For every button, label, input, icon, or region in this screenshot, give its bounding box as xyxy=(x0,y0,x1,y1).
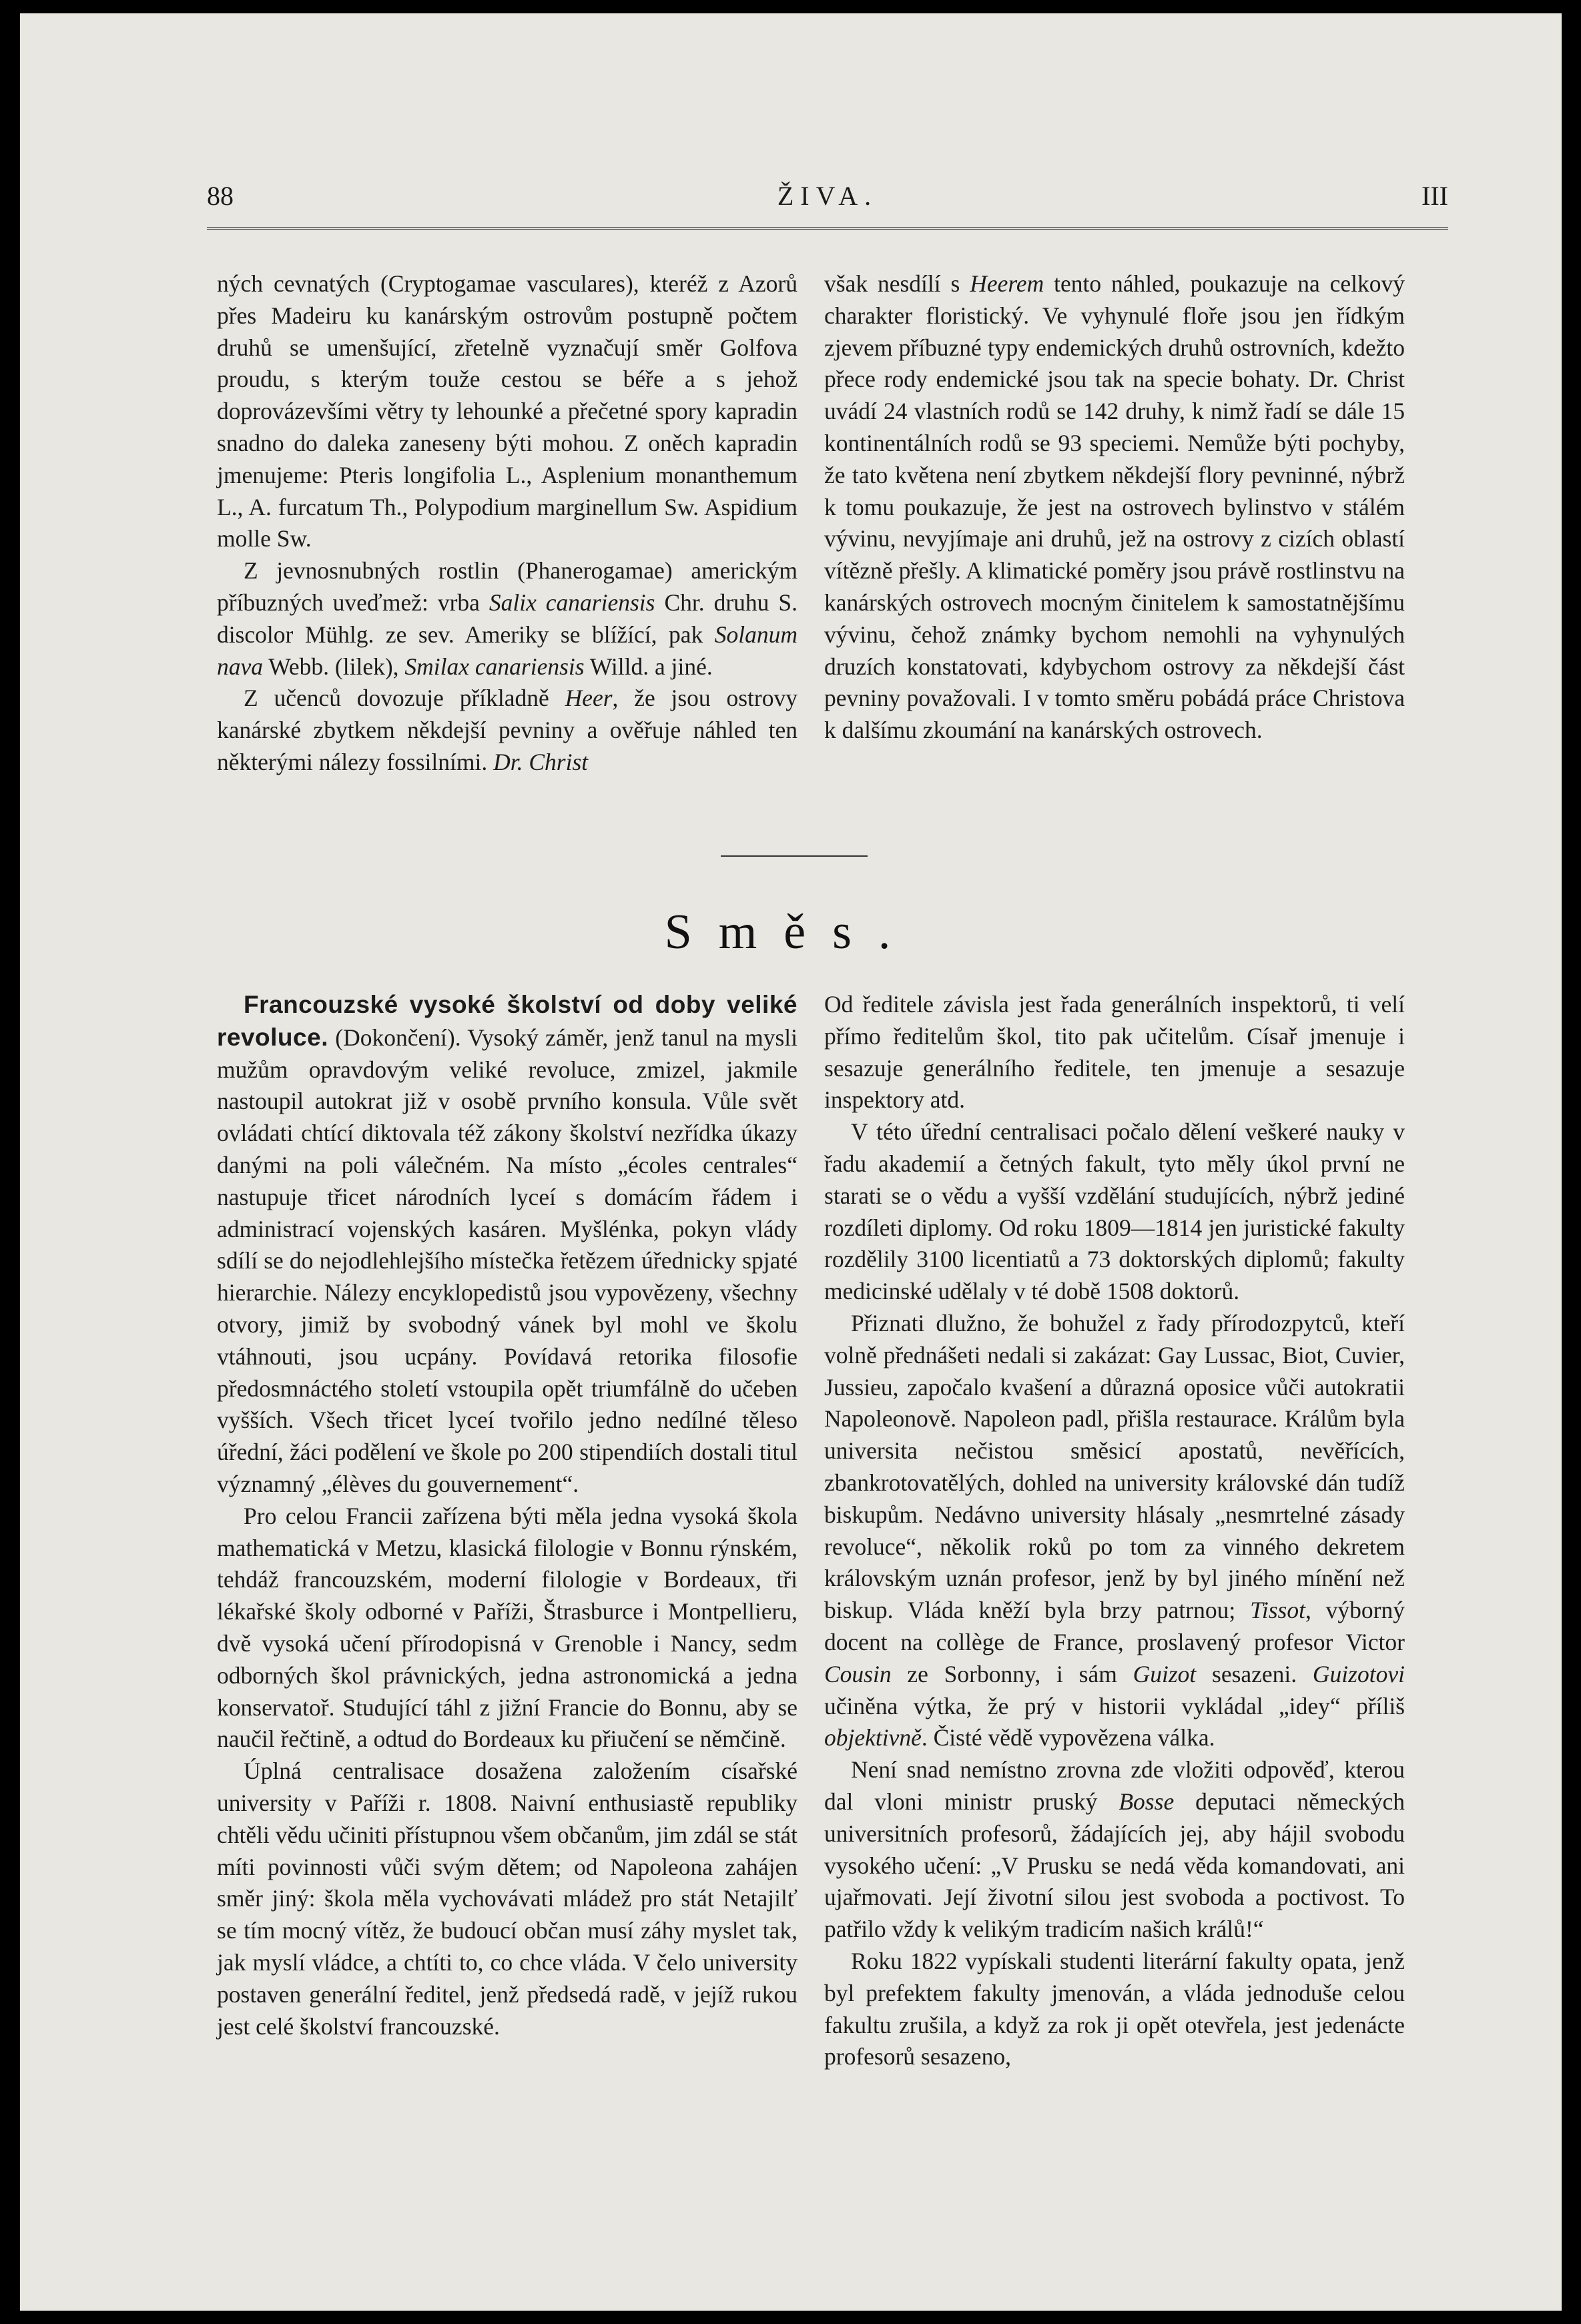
section-title: Směs. xyxy=(664,905,918,959)
page-header xyxy=(207,180,1448,220)
paragraph xyxy=(824,1754,1405,1946)
text-run: (Dokončení). Vysoký záměr, jenž tanul na mysli mužům opravdovým veliké revoluce, zmizel, jakmile nastoupil autokrat již v osobě prvního konsula. Vůle svět ovládati chtící diktovala též zákony školství nezřídka úkazy danými na poli válečném. Na místo „écoles centrales“ nastupuje třicet národních lyceí s domácím řádem i administrací vojenských kasáren. Myšlénka, pokyn vlády sdílí se do nejodlehlejšího místečka řetězem úřednicky spjaté hierarchie. Nálezy encyklopedistů jsou vypovězeny, všechny otvory, jimiž by svobodný vánek byl mohl ve školu vtáhnouti, jsou ucpány. Povídavá retorika filosofie předosmnáctého století vstoupila opět triumfálně do učeben vyšších. Všech třicet lyceí tvořilo jedno nedílné těleso úřední, žáci podělení ve škole po 200 stipendiích dostali titul významný „élèves du gouvernement“. xyxy=(217,1024,798,1497)
text-run-italic: Smilax canariensis xyxy=(404,653,585,680)
text-run-italic: Heerem xyxy=(970,270,1044,297)
text-run: Webb. (lilek), xyxy=(263,653,405,680)
paragraph: Úplná centralisace dosažena založením císařské university v Paříži r. 1808. Naivní enthusiastě republiky chtěli vědu učiniti přístupnou všem občanům, jim zdál se stát míti povinnosti vůči svým dětem; od Napoleona zahájen směr jiný: škola měla vychovávati mládež pro stát Netajilť se tím mocný vítěz, že budoucí občan musí záhy myslet tak, jak myslí vládce, a chtíti to, co chce vláda. V čelo university postaven generální ředitel, jenž předsedá radě, v jejíž rukou jest celé školství francouzské. xyxy=(217,1758,798,2040)
text-run-italic: Tissot xyxy=(1250,1597,1305,1624)
text-run-italic: Dr. Christ xyxy=(493,748,589,775)
text-run: Není snad nemístno zrovna zde vložiti odpověď, kterou dal vloni ministr pruský xyxy=(824,1756,1405,1815)
text-run-italic: Cousin xyxy=(824,1660,892,1687)
header-rule xyxy=(207,227,1448,230)
text-run: . Čisté vědě vypovězena válka. xyxy=(921,1724,1215,1752)
paragraph: ných cevnatých (Cryptogamae vasculares), kteréž z Azorů přes Madeiru ku kanárským ostrovům postupně počtem druhů se umenšující, zřetelně vyznačují směr Golfova proudu, s kterým touže cestou se béře a s jehož doprovázevšími větry ty lehounké a přečetné spory kapradin snadno do daleka zaneseny býti mohou. Z oněch kapradin jmenujeme: Pteris longifolia L., Asplenium monanthemum L., A. furcatum Th., Polypodium marginellum Sw. Aspidium molle Sw. xyxy=(217,270,798,552)
text-run: učiněna výtka, že prý v historii vykládal „idey“ příliš xyxy=(824,1692,1405,1719)
text-run-italic: Salix canariensis xyxy=(489,589,655,616)
column-bottom-left xyxy=(217,989,798,2042)
text-run-italic: Guizotovi xyxy=(1312,1660,1405,1687)
paragraph: V této úřední centralisaci počalo dělení veškeré nauky v řadu akademií a četných fakult, tyto měly úkol první ne starati se o vědu a vyšší vzdělání studujících, nýbrž jediné rozdíleti diplomy. Od roku 1809—1814 jen juristické fakulty rozdělily 3100 licentiatů a 73 doktorských diplomů; fakulty medicinské udělaly v té době 1508 doktorů. xyxy=(824,1118,1405,1305)
text-run: Přiznati dlužno, že bohužel z řady přírodozpytců, kteří volně přednášeti nedali si zakázat: Gay Lussac, Biot, Cuvier, Jussieu, započalo kvašení a důrazná oposice vůči autokratii Napoleonově. Napoleon padl, přišla restaurace. Králům byla universita nečistou směsicí apostatů, nevěřících, zbankrotovatělých, dohled na university královské dán tudíž biskupům. Nedávno university hlásaly „nesmrtelné zásady revoluce“, několik roků po tom za vinného dekretem královským uznán profesor, jenž by byl jiného mínění než biskup. Vláda kněží byla brzy patrnou; xyxy=(824,1309,1405,1624)
column-bottom-right xyxy=(824,989,1405,2073)
text-run: Z jevnosnubných rostlin (Phanerogamae) americkým příbuzných uveďmež: vrba xyxy=(217,557,798,616)
text-run: Willd. a jiné. xyxy=(584,653,713,680)
paragraph: Pro celou Francii zařízena býti měla jedna vysoká škola mathematická v Metzu, klasická filologie v Bonnu rýnském, tehdáž francouzském, moderní filologie v Bordeaux, tři lékařské školy odborné v Paříži, Štrasburce i Montpellieru, dvě vysoká učení přírodopisná v Grenoble i Nancy, sedm odborných škol právnických, jedna astronomická a jedna konservatoř. Studující táhl z jižní Francie do Bonnu, aby se naučil řečtině, a odtud do Bordeaux ku přiučení se němčině. xyxy=(217,1502,798,1753)
paragraph xyxy=(824,1308,1405,1754)
volume-number: III xyxy=(1421,181,1448,211)
text-run: , že jsou ostrovy kanárské zbytkem někdejší pevniny a ověřuje náhled ten některými nálezy fossilními. xyxy=(217,685,798,775)
column-top-right xyxy=(824,268,1405,747)
text-run-italic: Heer xyxy=(565,685,613,712)
paragraph xyxy=(217,989,798,1501)
page-number: 88 xyxy=(207,181,234,211)
paragraph: Od ředitele závisla jest řada generálních inspektorů, ti velí přímo ředitelům škol, tito pak učitelům. Císař jmenuje i sesazuje generálního ředitele, ten jmenuje a sesazuje inspektory atd. xyxy=(824,991,1405,1114)
text-run-italic: objektivně xyxy=(824,1724,922,1752)
section-divider xyxy=(721,855,868,857)
text-run: Chr. druhu S. discolor Mühlg. ze sev. Ameriky se blížící, pak xyxy=(217,589,798,648)
text-run-italic: Bosse xyxy=(1119,1788,1175,1815)
column-top-left xyxy=(217,268,798,779)
paragraph: Roku 1822 vypískali studenti literární fakulty opata, jenž byl prefektem fakulty jmenován, a vláda jednoduše celou fakultu zrušila, a když za rok ji opět otevřela, jest jedenácte profesorů sesazeno, xyxy=(824,1947,1405,2070)
article-heading: Francouzské vysoké školství od doby veliké revoluce. xyxy=(217,991,798,1051)
text-run: , výborný docent na collège de France, proslavený profesor Victor xyxy=(824,1597,1405,1655)
paragraph xyxy=(217,555,798,683)
text-run: sesazeni. xyxy=(1196,1660,1313,1687)
text-run: Z učenců dovozuje příkladně xyxy=(244,685,565,712)
journal-title: ŽIVA. xyxy=(777,181,878,211)
text-run: deputaci německých universitních profesorů, žádajících jej, aby hájil svobodu vysokého učení: „V Prusku se nedá věda komandovati, ani ujařmovati. Její životní silou jest svoboda a poctivost. To patřilo vždy k velikým tradicím našich králů!“ xyxy=(824,1788,1405,1943)
text-run: tento náhled, poukazuje na celkový charakter floristický. Ve vyhynulé floře jsou jen řídkým zjevem příbuzné typy endemických druhů ostrovních, kdežto přece rody endemické jsou tak na specie bohaty. Dr. Christ uvádí 24 vlastních rodů se 142 druhy, k nimž řadí se dále 15 kontinentálních rodů se 93 speciemi. Nemůže býti pochyby, že tato květena není zbytkem někdejší flory pevninné, nýbrž k tomu poukazuje, že jest na ostrovech bylinstvo v stálém vývinu, nevyjímaje ani druhů, jež na ostrovy z cizích oblastí vítězně přešly. A klimatické poměry jsou právě rostlinstvu na kanárských ostrovech mocným činitelem k samostatnějšímu vývinu, čehož známky bychom nemohli na vyhynulých druzích konstatovati, kdybychom ostrovy za někdejší část pevniny považovali. I v tomto směru pobádá práce Christova k dalšímu zkoumání na kanárských ostrovech. xyxy=(824,270,1405,744)
text-run-italic: Solanum nava xyxy=(217,621,798,680)
text-run: však nesdílí s xyxy=(824,270,970,297)
journal-page xyxy=(20,13,1562,2311)
paragraph xyxy=(217,683,798,778)
text-run-italic: Guizot xyxy=(1133,1660,1197,1687)
text-run: ze Sorbonny, i sám xyxy=(891,1660,1133,1687)
paragraph xyxy=(824,268,1405,747)
